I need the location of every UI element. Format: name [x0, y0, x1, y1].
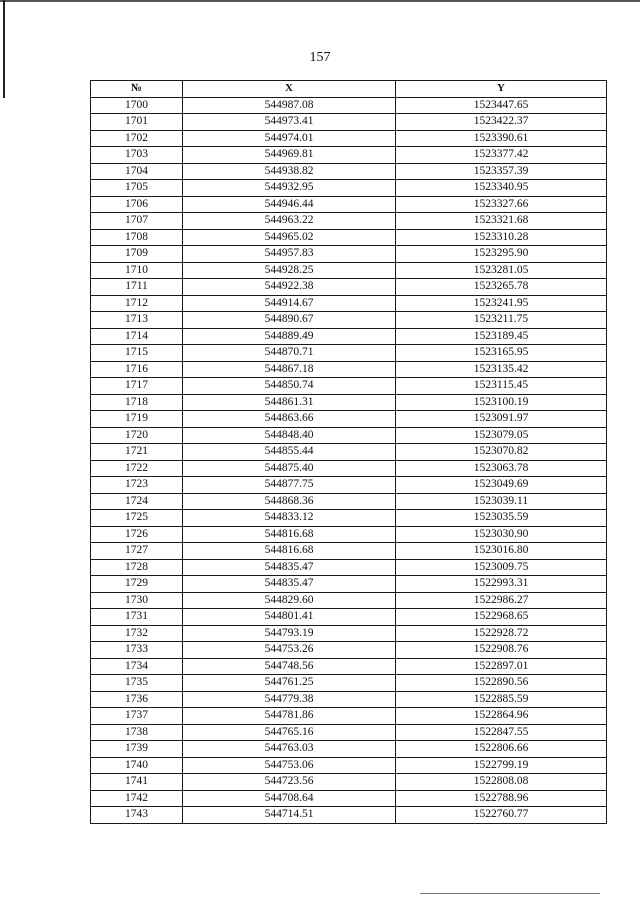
- table-row: [91, 708, 607, 725]
- x-value-cell: 544753.26: [183, 642, 396, 659]
- y-value-cell: 1523035.59: [396, 510, 607, 527]
- point-number-cell: 1720: [91, 427, 183, 444]
- x-value-cell: 544987.08: [183, 97, 396, 114]
- y-value-cell: 1523310.28: [396, 229, 607, 246]
- x-value-cell: 544708.64: [183, 790, 396, 807]
- y-value-cell: 1523295.90: [396, 246, 607, 263]
- x-value-cell: 544816.68: [183, 543, 396, 560]
- x-value-cell: 544868.36: [183, 493, 396, 510]
- point-number-cell: 1730: [91, 592, 183, 609]
- y-value-cell: 1523135.42: [396, 361, 607, 378]
- table-row: [91, 609, 607, 626]
- y-value-cell: 1522847.55: [396, 724, 607, 741]
- table-header-row: [91, 81, 607, 98]
- y-value-cell: 1522788.96: [396, 790, 607, 807]
- table-row: [91, 262, 607, 279]
- x-value-cell: 544867.18: [183, 361, 396, 378]
- y-value-cell: 1522993.31: [396, 576, 607, 593]
- table-row: [91, 378, 607, 395]
- point-number-cell: 1733: [91, 642, 183, 659]
- table-row: [91, 163, 607, 180]
- point-number-cell: 1723: [91, 477, 183, 494]
- table-row: [91, 213, 607, 230]
- table-row: [91, 180, 607, 197]
- x-value-cell: 544914.67: [183, 295, 396, 312]
- y-value-cell: 1523447.65: [396, 97, 607, 114]
- y-value-cell: 1523016.80: [396, 543, 607, 560]
- point-number-cell: 1715: [91, 345, 183, 362]
- x-value-cell: 544835.47: [183, 576, 396, 593]
- scan-edge-left: [3, 0, 5, 98]
- table-row: [91, 724, 607, 741]
- scan-edge-bottom: [420, 893, 600, 894]
- point-number-cell: 1714: [91, 328, 183, 345]
- x-value-cell: 544973.41: [183, 114, 396, 131]
- point-number-cell: 1737: [91, 708, 183, 725]
- table-row: [91, 691, 607, 708]
- point-number-cell: 1716: [91, 361, 183, 378]
- y-value-cell: 1523039.11: [396, 493, 607, 510]
- table-row: [91, 477, 607, 494]
- x-value-cell: 544870.71: [183, 345, 396, 362]
- x-value-cell: 544748.56: [183, 658, 396, 675]
- x-value-cell: 544765.16: [183, 724, 396, 741]
- point-number-cell: 1725: [91, 510, 183, 527]
- y-value-cell: 1523115.45: [396, 378, 607, 395]
- point-number-cell: 1743: [91, 807, 183, 824]
- table-row: [91, 295, 607, 312]
- point-number-cell: 1728: [91, 559, 183, 576]
- table-row: [91, 774, 607, 791]
- y-value-cell: 1523211.75: [396, 312, 607, 329]
- table-row: [91, 279, 607, 296]
- x-value-cell: 544938.82: [183, 163, 396, 180]
- table-row: [91, 196, 607, 213]
- y-value-cell: 1523327.66: [396, 196, 607, 213]
- table-row: [91, 510, 607, 527]
- y-value-cell: 1523241.95: [396, 295, 607, 312]
- x-value-cell: 544781.86: [183, 708, 396, 725]
- x-value-cell: 544761.25: [183, 675, 396, 692]
- table-row: [91, 246, 607, 263]
- y-value-cell: 1523377.42: [396, 147, 607, 164]
- x-value-cell: 544848.40: [183, 427, 396, 444]
- table-row: [91, 741, 607, 758]
- point-number-cell: 1712: [91, 295, 183, 312]
- point-number-cell: 1736: [91, 691, 183, 708]
- y-value-cell: 1523165.95: [396, 345, 607, 362]
- point-number-cell: 1741: [91, 774, 183, 791]
- point-number-cell: 1707: [91, 213, 183, 230]
- x-value-cell: 544974.01: [183, 130, 396, 147]
- x-value-cell: 544850.74: [183, 378, 396, 395]
- y-value-cell: 1522808.08: [396, 774, 607, 791]
- table-row: [91, 592, 607, 609]
- y-value-cell: 1522986.27: [396, 592, 607, 609]
- table-row: [91, 526, 607, 543]
- y-value-cell: 1523100.19: [396, 394, 607, 411]
- y-value-cell: 1522760.77: [396, 807, 607, 824]
- x-value-cell: 544889.49: [183, 328, 396, 345]
- y-value-cell: 1522908.76: [396, 642, 607, 659]
- x-value-cell: 544863.66: [183, 411, 396, 428]
- y-value-cell: 1523189.45: [396, 328, 607, 345]
- point-number-cell: 1721: [91, 444, 183, 461]
- table-row: [91, 147, 607, 164]
- y-value-cell: 1523079.05: [396, 427, 607, 444]
- x-value-cell: 544965.02: [183, 229, 396, 246]
- x-value-cell: 544957.83: [183, 246, 396, 263]
- table-row: [91, 114, 607, 131]
- point-number-cell: 1708: [91, 229, 183, 246]
- x-value-cell: 544922.38: [183, 279, 396, 296]
- table-row: [91, 543, 607, 560]
- y-value-cell: 1523265.78: [396, 279, 607, 296]
- y-value-cell: 1523422.37: [396, 114, 607, 131]
- x-value-cell: 544835.47: [183, 559, 396, 576]
- table-row: [91, 790, 607, 807]
- point-number-cell: 1740: [91, 757, 183, 774]
- table-row: [91, 625, 607, 642]
- table-row: [91, 130, 607, 147]
- y-value-cell: 1523321.68: [396, 213, 607, 230]
- point-number-cell: 1713: [91, 312, 183, 329]
- point-number-cell: 1718: [91, 394, 183, 411]
- header-y: Y: [396, 81, 607, 98]
- x-value-cell: 544753.06: [183, 757, 396, 774]
- table-row: [91, 361, 607, 378]
- point-number-cell: 1704: [91, 163, 183, 180]
- header-x: X: [183, 81, 396, 98]
- table-row: [91, 328, 607, 345]
- point-number-cell: 1735: [91, 675, 183, 692]
- point-number-cell: 1719: [91, 411, 183, 428]
- point-number-cell: 1706: [91, 196, 183, 213]
- point-number-cell: 1732: [91, 625, 183, 642]
- y-value-cell: 1523070.82: [396, 444, 607, 461]
- table-row: [91, 658, 607, 675]
- table-row: [91, 97, 607, 114]
- y-value-cell: 1522890.56: [396, 675, 607, 692]
- y-value-cell: 1522968.65: [396, 609, 607, 626]
- coordinates-table: [90, 80, 607, 824]
- y-value-cell: 1523063.78: [396, 460, 607, 477]
- y-value-cell: 1523049.69: [396, 477, 607, 494]
- x-value-cell: 544833.12: [183, 510, 396, 527]
- x-value-cell: 544829.60: [183, 592, 396, 609]
- x-value-cell: 544793.19: [183, 625, 396, 642]
- point-number-cell: 1709: [91, 246, 183, 263]
- x-value-cell: 544763.03: [183, 741, 396, 758]
- y-value-cell: 1523357.39: [396, 163, 607, 180]
- table-row: [91, 394, 607, 411]
- x-value-cell: 544932.95: [183, 180, 396, 197]
- point-number-cell: 1703: [91, 147, 183, 164]
- x-value-cell: 544816.68: [183, 526, 396, 543]
- point-number-cell: 1742: [91, 790, 183, 807]
- point-number-cell: 1700: [91, 97, 183, 114]
- table-row: [91, 460, 607, 477]
- table-row: [91, 444, 607, 461]
- table-row: [91, 559, 607, 576]
- y-value-cell: 1523091.97: [396, 411, 607, 428]
- x-value-cell: 544875.40: [183, 460, 396, 477]
- x-value-cell: 544890.67: [183, 312, 396, 329]
- table-row: [91, 411, 607, 428]
- x-value-cell: 544714.51: [183, 807, 396, 824]
- x-value-cell: 544723.56: [183, 774, 396, 791]
- point-number-cell: 1727: [91, 543, 183, 560]
- point-number-cell: 1734: [91, 658, 183, 675]
- y-value-cell: 1522885.59: [396, 691, 607, 708]
- x-value-cell: 544801.41: [183, 609, 396, 626]
- header-number: №: [91, 81, 183, 98]
- point-number-cell: 1722: [91, 460, 183, 477]
- point-number-cell: 1702: [91, 130, 183, 147]
- table-row: [91, 229, 607, 246]
- point-number-cell: 1738: [91, 724, 183, 741]
- point-number-cell: 1705: [91, 180, 183, 197]
- table-row: [91, 757, 607, 774]
- point-number-cell: 1729: [91, 576, 183, 593]
- point-number-cell: 1711: [91, 279, 183, 296]
- page-number: 157: [309, 50, 331, 65]
- point-number-cell: 1739: [91, 741, 183, 758]
- x-value-cell: 544861.31: [183, 394, 396, 411]
- y-value-cell: 1523340.95: [396, 180, 607, 197]
- y-value-cell: 1522806.66: [396, 741, 607, 758]
- y-value-cell: 1523009.75: [396, 559, 607, 576]
- x-value-cell: 544855.44: [183, 444, 396, 461]
- y-value-cell: 1522799.19: [396, 757, 607, 774]
- table-body: [91, 97, 607, 823]
- x-value-cell: 544928.25: [183, 262, 396, 279]
- table-row: [91, 427, 607, 444]
- y-value-cell: 1522897.01: [396, 658, 607, 675]
- table-row: [91, 493, 607, 510]
- table-row: [91, 675, 607, 692]
- y-value-cell: 1522864.96: [396, 708, 607, 725]
- x-value-cell: 544946.44: [183, 196, 396, 213]
- y-value-cell: 1522928.72: [396, 625, 607, 642]
- x-value-cell: 544779.38: [183, 691, 396, 708]
- point-number-cell: 1710: [91, 262, 183, 279]
- table-row: [91, 807, 607, 824]
- table-row: [91, 312, 607, 329]
- point-number-cell: 1717: [91, 378, 183, 395]
- point-number-cell: 1726: [91, 526, 183, 543]
- table-row: [91, 345, 607, 362]
- x-value-cell: 544969.81: [183, 147, 396, 164]
- y-value-cell: 1523281.05: [396, 262, 607, 279]
- point-number-cell: 1724: [91, 493, 183, 510]
- x-value-cell: 544963.22: [183, 213, 396, 230]
- scan-edge-top: [0, 0, 640, 2]
- point-number-cell: 1701: [91, 114, 183, 131]
- table-row: [91, 642, 607, 659]
- y-value-cell: 1523390.61: [396, 130, 607, 147]
- x-value-cell: 544877.75: [183, 477, 396, 494]
- y-value-cell: 1523030.90: [396, 526, 607, 543]
- point-number-cell: 1731: [91, 609, 183, 626]
- table-row: [91, 576, 607, 593]
